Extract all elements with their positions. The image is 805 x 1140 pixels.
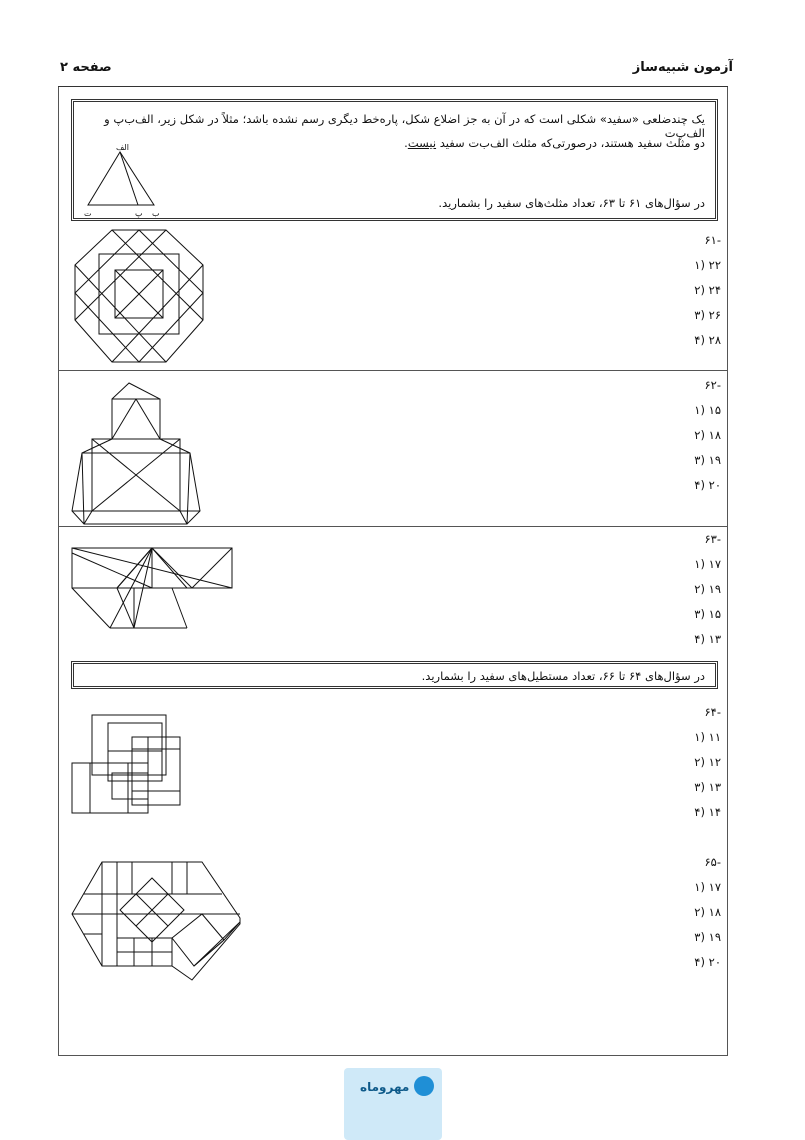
intro-line-2-c: .	[404, 136, 408, 150]
q65-hexagon-figure	[72, 858, 247, 983]
example-triangle-figure	[80, 140, 170, 220]
separator-61-62	[59, 370, 728, 371]
q65-option-3[interactable]: ۱۹ (۳	[694, 930, 721, 944]
q64-number: -۶۴	[704, 705, 721, 719]
q64-option-3[interactable]: ۱۳ (۳	[694, 780, 721, 794]
q65-number: -۶۵	[704, 855, 721, 869]
q65-option-2[interactable]: ۱۸ (۲	[694, 905, 721, 919]
rectangles-instruction-text: در سؤال‌های ۶۴ تا ۶۶، تعداد مستطیل‌های سفید را بشمارید.	[421, 669, 705, 683]
q64-option-1[interactable]: ۱۱ (۱	[694, 730, 721, 744]
page-number: صفحه ۲	[60, 60, 112, 75]
intro-line-2-b: نیست	[407, 136, 437, 150]
q62-number: -۶۲	[704, 378, 721, 392]
q65-option-4[interactable]: ۲۰ (۴	[694, 955, 721, 969]
q61-option-4[interactable]: ۲۸ (۴	[694, 333, 721, 347]
q64-rectangles-figure	[72, 715, 187, 815]
exam-title: آزمون شبیه‌ساز	[632, 60, 733, 75]
q64-option-2[interactable]: ۱۲ (۲	[694, 755, 721, 769]
q61-option-1[interactable]: ۲۲ (۱	[694, 258, 721, 272]
butterfly-icon	[414, 1076, 434, 1096]
q62-option-2[interactable]: ۱۸ (۲	[694, 428, 721, 442]
vertex-label-alef: الف	[116, 143, 129, 152]
intro-line-2-a: دو مثلث سفید هستند، درصورتی‌که مثلث الف‌ب‌ت سفید	[439, 136, 705, 150]
q62-option-4[interactable]: ۲۰ (۴	[694, 478, 721, 492]
q61-option-3[interactable]: ۲۶ (۳	[694, 308, 721, 322]
q61-number: -۶۱	[704, 233, 721, 247]
logo-text: مهروماه	[360, 1080, 410, 1094]
vertex-label-te: ت	[84, 209, 92, 218]
q62-house-figure	[72, 383, 202, 528]
publisher-logo	[344, 1068, 442, 1140]
q63-option-4[interactable]: ۱۳ (۴	[694, 632, 721, 646]
q63-strip-figure	[72, 548, 237, 633]
q63-option-1[interactable]: ۱۷ (۱	[694, 557, 721, 571]
intro-line-3: در سؤال‌های ۶۱ تا ۶۳، تعداد مثلث‌های سفید را بشمارید.	[438, 196, 705, 210]
vertex-label-pe: پ	[135, 209, 143, 218]
q63-option-2[interactable]: ۱۹ (۲	[694, 582, 721, 596]
q63-option-3[interactable]: ۱۵ (۳	[694, 607, 721, 621]
intro-line-1: یک چندضلعی «سفید» شکلی است که در آن به جز اضلاع شکل، پاره‌خط دیگری رسم نشده باشد؛ مثلاً در شکل زیر، الف‌ب‌پ و الف‌پ‌ت	[104, 112, 705, 140]
q61-octagon-figure	[71, 230, 211, 370]
rectangles-instruction-box	[71, 661, 718, 689]
q62-option-1[interactable]: ۱۵ (۱	[694, 403, 721, 417]
intro-line-2	[404, 136, 705, 150]
q61-option-2[interactable]: ۲۴ (۲	[694, 283, 721, 297]
q64-option-4[interactable]: ۱۴ (۴	[694, 805, 721, 819]
intro-box	[71, 99, 718, 221]
separator-62-63	[59, 526, 728, 527]
q65-option-1[interactable]: ۱۷ (۱	[694, 880, 721, 894]
q62-option-3[interactable]: ۱۹ (۳	[694, 453, 721, 467]
vertex-label-be: ب	[152, 209, 160, 218]
q63-number: -۶۳	[704, 532, 721, 546]
